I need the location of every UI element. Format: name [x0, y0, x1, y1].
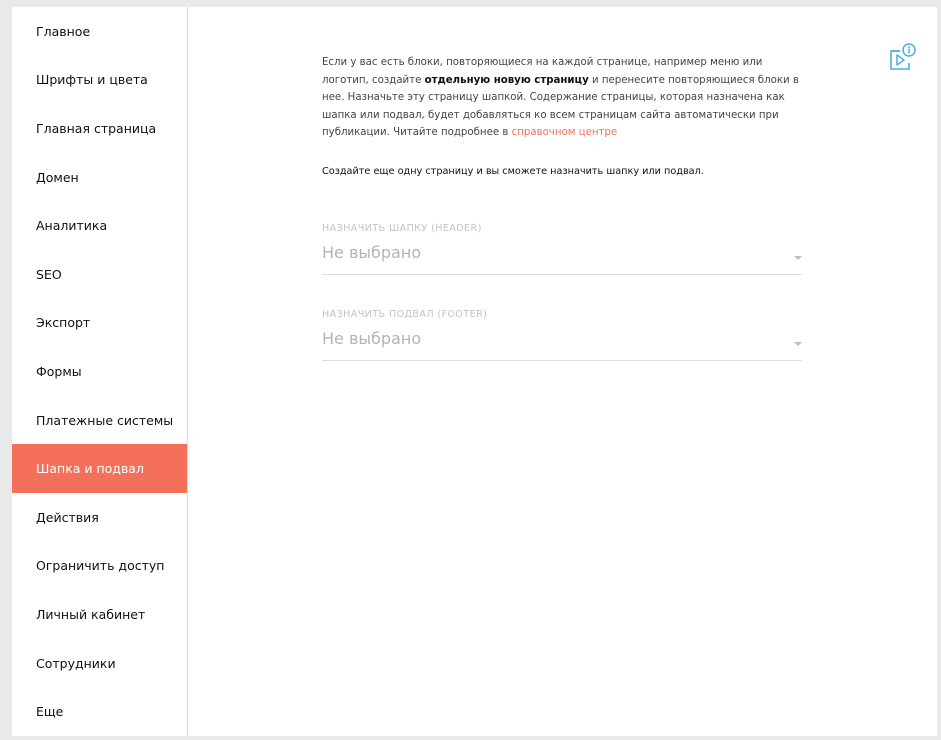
sidebar-item-label: Действия — [36, 509, 99, 525]
description-text: Если у вас есть блоки, повторяющиеся на каждой странице, например меню или логотип, создайте — [322, 57, 763, 86]
footer-select[interactable] — [322, 328, 802, 361]
settings-sidebar — [12, 7, 188, 736]
sidebar-item-main[interactable] — [12, 7, 187, 56]
sidebar-item-export[interactable] — [12, 299, 187, 348]
header-footer-settings — [322, 54, 802, 361]
sidebar-item-home-page[interactable] — [12, 104, 187, 153]
sidebar-item-label: Главное — [36, 23, 91, 39]
video-info-icon[interactable] — [887, 43, 919, 73]
sidebar-item-more[interactable] — [12, 687, 187, 736]
sidebar-item-label: Еще — [36, 704, 64, 720]
sidebar-item-label: Шапка и подвал — [36, 461, 144, 477]
description-text-2: и перенесите повторяющиеся блоки в нее. Назначьте эту страницу шапкой. Содержание страницы, которая назначена как шапка или подвал, будет добавляться ко всем страницам сайта автоматически при публикации. Читайте подробнее в — [322, 74, 799, 138]
settings-window — [12, 7, 937, 736]
sidebar-item-label: Личный кабинет — [36, 606, 146, 622]
help-center-link[interactable]: справочном центре — [511, 127, 618, 138]
chevron-down-icon — [794, 342, 802, 346]
description — [322, 54, 802, 142]
sidebar-item-seo[interactable] — [12, 250, 187, 299]
sidebar-item-label: Формы — [36, 363, 82, 379]
sidebar-item-label: Домен — [36, 169, 79, 185]
sidebar-item-label: Экспорт — [36, 315, 91, 331]
sidebar-item-label: SEO — [36, 266, 62, 282]
sidebar-item-label: Главная страница — [36, 120, 157, 136]
sidebar-item-label: Шрифты и цвета — [36, 72, 148, 88]
sidebar-item-personal-account[interactable] — [12, 590, 187, 639]
sidebar-item-actions[interactable] — [12, 493, 187, 542]
create-page-note: Создайте еще одну страницу и вы сможете назначить шапку или подвал. — [322, 165, 704, 177]
sidebar-item-employees[interactable] — [12, 639, 187, 688]
header-select-label: НАЗНАЧИТЬ ШАПКУ (HEADER) — [322, 222, 482, 234]
header-select-value: Не выбрано — [322, 242, 422, 262]
header-footer-panel — [188, 7, 937, 736]
footer-select-value: Не выбрано — [322, 328, 422, 348]
sidebar-item-label: Аналитика — [36, 218, 108, 234]
sidebar-item-restrict-access[interactable] — [12, 542, 187, 591]
header-field — [322, 223, 802, 275]
sidebar-item-domain[interactable] — [12, 153, 187, 202]
footer-select-label: НАЗНАЧИТЬ ПОДВАЛ (FOOTER) — [322, 308, 488, 320]
sidebar-item-analytics[interactable] — [12, 201, 187, 250]
chevron-down-icon — [794, 256, 802, 260]
footer-field — [322, 309, 802, 361]
description-bold: отдельную новую страницу — [424, 74, 589, 86]
header-select[interactable] — [322, 242, 802, 275]
sidebar-item-payment-systems[interactable] — [12, 396, 187, 445]
sidebar-item-label: Ограничить доступ — [36, 558, 165, 574]
sidebar-item-header-footer[interactable] — [12, 444, 187, 493]
sidebar-item-fonts-colors[interactable] — [12, 56, 187, 105]
sidebar-item-forms[interactable] — [12, 347, 187, 396]
video-info-icon-graphic — [887, 43, 919, 73]
sidebar-item-label: Платежные системы — [36, 412, 174, 428]
sidebar-item-label: Сотрудники — [36, 655, 116, 671]
